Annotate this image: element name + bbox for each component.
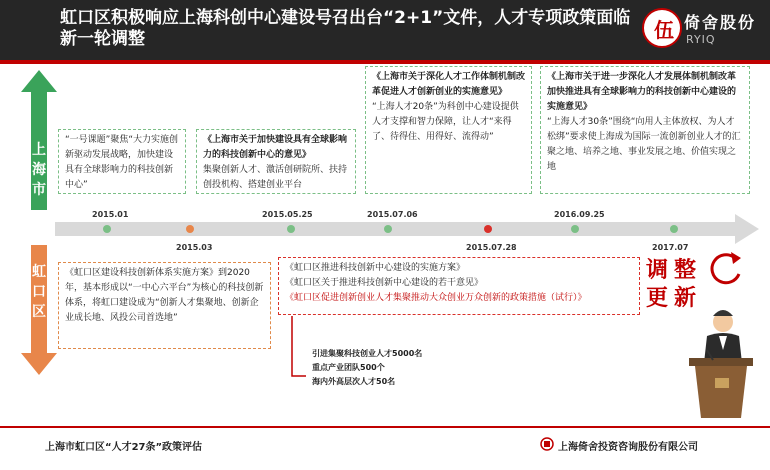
- logo-mark: 伍: [654, 18, 674, 42]
- logo-emblem-icon: [642, 8, 682, 48]
- update-text: 更新: [646, 286, 703, 311]
- policy-box-key-topic: [58, 129, 186, 194]
- policy-box-talent-20: [365, 66, 532, 194]
- timeline-dot: [670, 225, 678, 233]
- company-small-logo-icon: [540, 437, 554, 451]
- policy-title: 《上海市关于进一步深化人才发展体制机制改革加快推进具有全球影响力的科技创新中心建设的实施意见》: [547, 72, 737, 112]
- policy-text: “上海人才20条”为科创中心建设提供人才支撑和智力保障，让人才“来得了、待得住、用得好、流得动”: [372, 102, 519, 142]
- logo-name: 倚舍股份: [684, 13, 757, 32]
- policy-text: “上海人才30条”围绕“向用人主体放权、为人才松绑”要求使上海成为国际一流创新创业人才的汇聚之地、培养之地、事业发展之地、价值实现之地: [547, 117, 741, 172]
- speaker-podium-icon: [655, 300, 765, 420]
- page-title: 虹口区积极响应上海科创中心建设号召出台“2+1”文件，人才专项政策面临新一轮调整: [60, 8, 631, 49]
- title-divider: [0, 60, 770, 64]
- timeline-date: 2015.07.06: [367, 210, 418, 219]
- shanghai-label: 上海市: [32, 142, 46, 198]
- hongkou-policy-box-system: [58, 262, 271, 349]
- target-item: 重点产业团队500个: [312, 363, 385, 372]
- policy-title: 《上海市关于加快建设具有全球影响力的科技创新中心的意见》: [203, 135, 348, 160]
- refresh-icon: [705, 250, 745, 290]
- company-logo: [640, 6, 765, 56]
- target-item: 海内外高层次人才50名: [312, 377, 396, 386]
- timeline-date: 2015.05.25: [262, 210, 313, 219]
- adjust-text: 调整: [646, 258, 703, 283]
- footer-report-title: 上海市虹口区“人才27条”政策评估: [45, 442, 203, 453]
- footer-company-name: 上海倚舍投资咨询股份有限公司: [558, 442, 698, 453]
- timeline-date: 2015.03: [176, 243, 213, 252]
- hongkou-label: 虹口区: [32, 264, 46, 320]
- logo-english: RYIQ: [686, 33, 716, 46]
- target-item: 引进集聚科技创业人才5000名: [312, 349, 423, 358]
- timeline-date: 2015.07.28: [466, 243, 517, 252]
- hongkou-policy-box-2plus1: [278, 257, 640, 315]
- policy-title: 《上海市关于深化人才工作体制机制改革促进人才创新创业的实施意见》: [372, 72, 526, 97]
- policy-text: 《虹口区建设科技创新体系实施方案》到2020年，基本形成以“一中心六平台”为核心的科技创新体系，将虹口建设成为“创新人才集聚地、创新企业成长地、风投公司首选地”: [65, 268, 264, 323]
- policy-box-innovation-center: [196, 129, 356, 194]
- timeline-date: 2016.09.25: [554, 210, 605, 219]
- timeline-date: 2015.01: [92, 210, 129, 219]
- timeline-dot: [384, 225, 392, 233]
- policy-line: 《虹口区关于推进科技创新中心建设的若干意见》: [285, 278, 484, 288]
- policy-text: “一号课题”聚焦“大力实施创新驱动发展战略，加快建设具有全球影响力的科技创新中心”: [65, 135, 178, 190]
- timeline-dot: [287, 225, 295, 233]
- footer-divider: [0, 426, 770, 428]
- timeline-dot: [186, 225, 194, 233]
- policy-line-highlight: 《虹口区促进创新创业人才集聚推动大众创业万众创新的政策措施（试行）》: [285, 293, 587, 303]
- target-list: [290, 347, 422, 389]
- timeline-dot: [103, 225, 111, 233]
- policy-line: 《虹口区推进科技创新中心建设的实施方案》: [285, 263, 466, 273]
- timeline-dot: [571, 225, 579, 233]
- policy-text: 集聚创新人才、激活创研院所、扶持创投机构、搭建创业平台: [203, 165, 348, 190]
- timeline-dot: [484, 225, 492, 233]
- timeline-date: 2017.07: [652, 243, 689, 252]
- policy-box-talent-30: [540, 66, 750, 194]
